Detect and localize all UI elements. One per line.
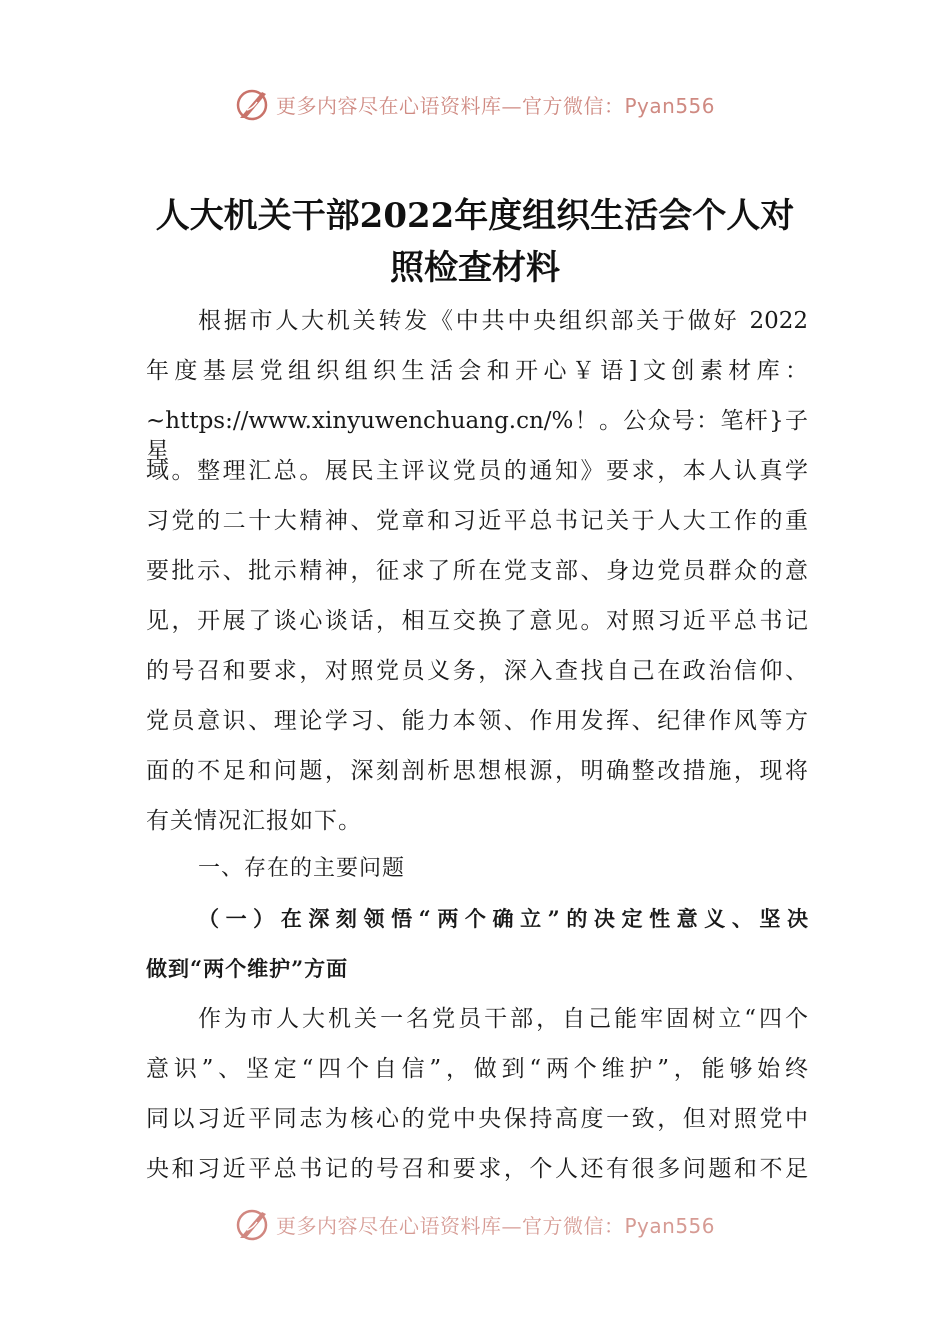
body-line: 习党的二十大精神、党章和习近平总书记关于人大工作的重: [146, 508, 808, 534]
pen-logo-icon: [232, 1204, 272, 1244]
body-line: 党员意识、理论学习、能力本领、作用发挥、纪律作风等方: [146, 708, 808, 734]
watermark-footer: [232, 1204, 715, 1244]
body-line: 要批示、批示精神，征求了所在党支部、身边党员群众的意: [146, 558, 808, 584]
body-line: 域。整理汇总。展民主评议党员的通知》要求，本人认真学: [146, 458, 808, 484]
body-line: 同以习近平同志为核心的党中央保持高度一致，但对照党中: [146, 1106, 808, 1132]
body-line: 意识”、坚定“四个自信”，做到“两个维护”，能够始终: [146, 1056, 808, 1082]
watermark-text: 更多内容尽在心语资料库—官方微信：: [276, 1213, 625, 1238]
body-line: 有关情况汇报如下。: [146, 808, 362, 834]
watermark-text: 更多内容尽在心语资料库—官方微信：: [276, 93, 625, 118]
document-title: [140, 190, 810, 294]
body-line: 见，开展了谈心谈话，相互交换了意见。对照习近平总书记: [146, 608, 808, 634]
subsection-heading-line-1: （一）在深刻领悟“两个确立”的决定性意义、坚决: [198, 906, 808, 931]
body-line: 作为市人大机关一名党员干部，自己能牢固树立“四个: [198, 1006, 808, 1032]
pen-logo-icon: [232, 84, 272, 124]
body-line: ~https://www.xinyuwenchuang.cn/%！。公众号：笔杆}子星: [146, 408, 808, 464]
title-line-2: 照检查材料: [390, 248, 560, 288]
title-line-1: 人大机关干部2022年度组织生活会个人对: [155, 196, 795, 236]
body-line: 面的不足和问题，深刻剖析思想根源，明确整改措施，现将: [146, 758, 808, 784]
body-line: 根据市人大机关转发《中共中央组织部关于做好 2022: [198, 308, 808, 334]
body-line: 的号召和要求，对照党员义务，深入查找自己在政治信仰、: [146, 658, 808, 684]
body-line: 年度基层党组织组织生活会和开心￥语]文创素材库：: [146, 358, 808, 384]
section-heading: 一、存在的主要问题: [198, 856, 406, 881]
watermark-wechat: Pyan556: [624, 1213, 716, 1238]
subsection-heading-line-2: 做到“两个维护”方面: [146, 956, 349, 981]
watermark-wechat: Pyan556: [624, 93, 716, 118]
body-line: 央和习近平总书记的号召和要求，个人还有很多问题和不足: [146, 1156, 808, 1182]
watermark-header: [232, 84, 715, 124]
